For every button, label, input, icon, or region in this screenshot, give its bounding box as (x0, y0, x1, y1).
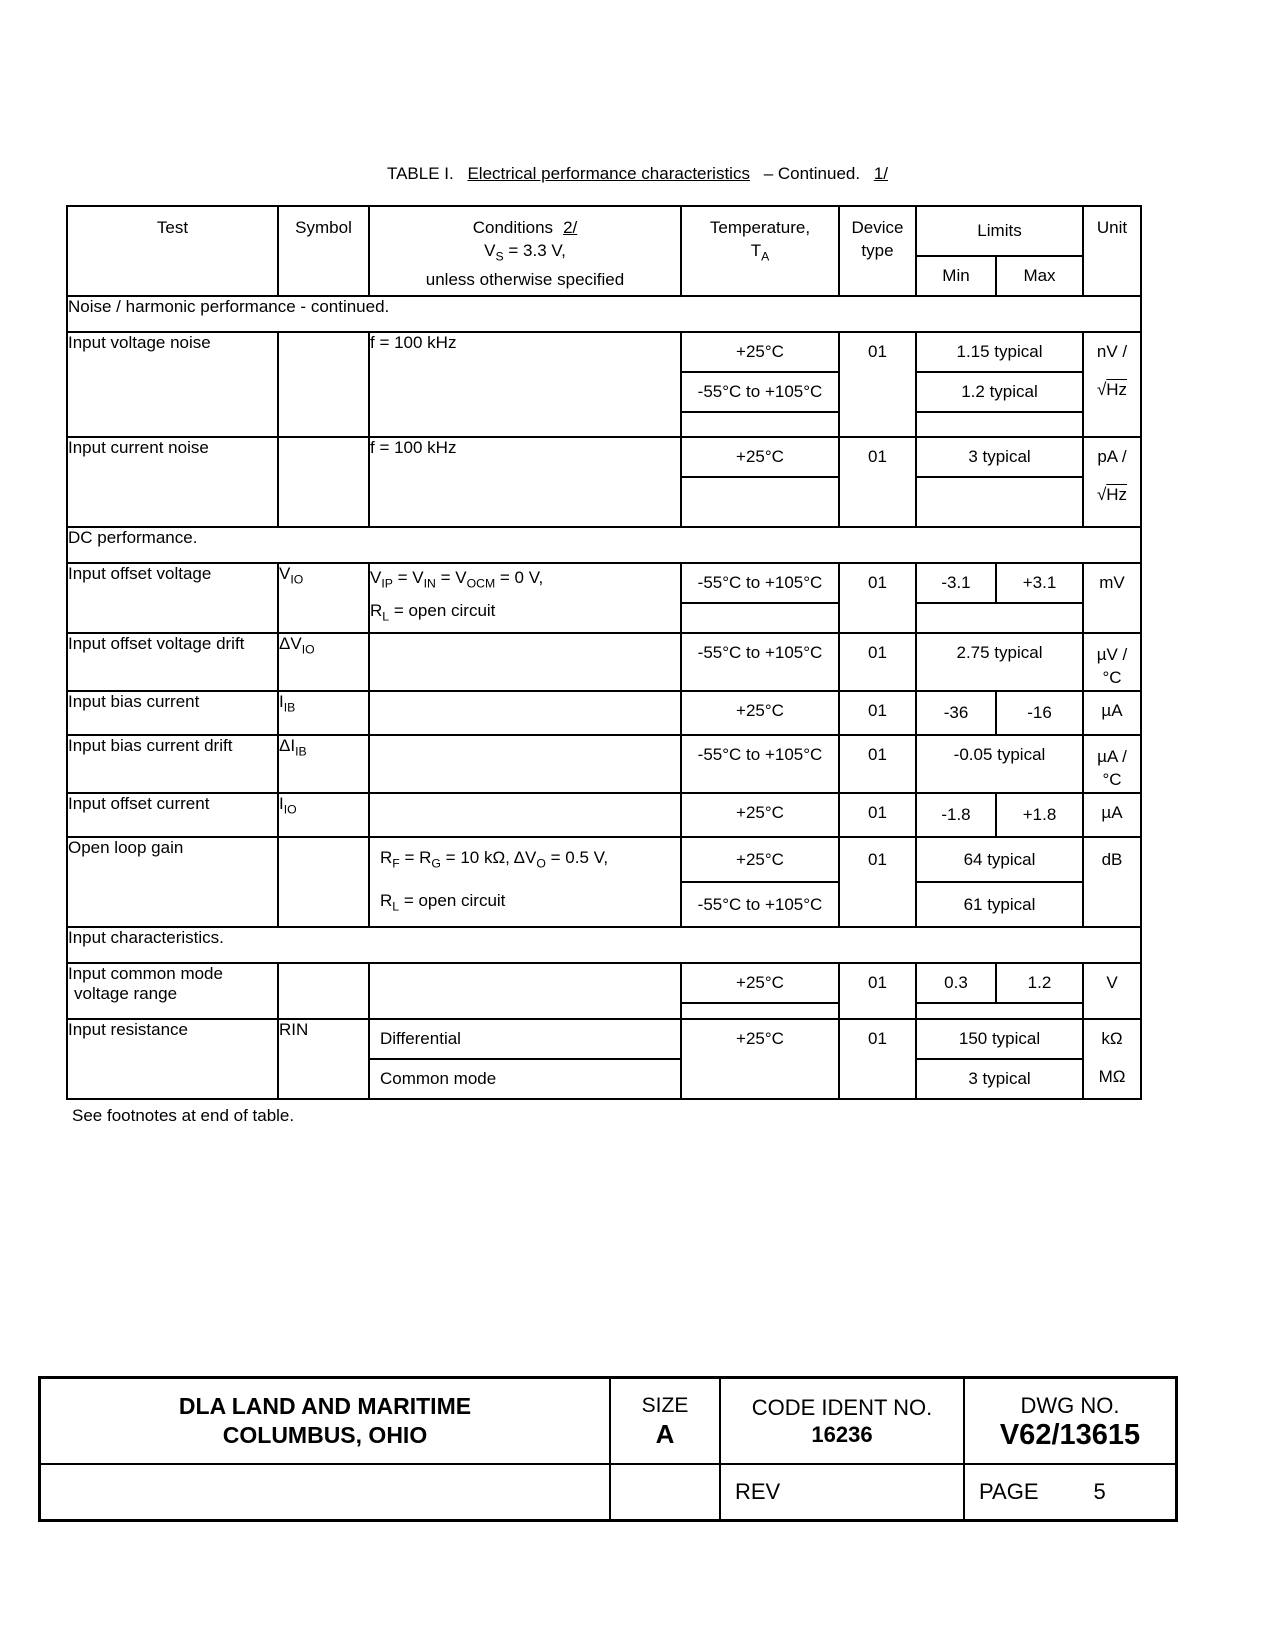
cell-conditions (369, 633, 681, 691)
condition-text: $R_L$ = open circuit (380, 891, 506, 914)
cell-conditions (369, 735, 681, 793)
limit-max: +1.8 (1022, 805, 1057, 824)
device-type-value: 01 (868, 849, 887, 869)
cell-limits (916, 735, 1083, 793)
limit-max: 1.2 (1027, 973, 1052, 992)
limit-value: 3 typical (968, 1069, 1031, 1088)
unit-sqrt (1084, 371, 1140, 409)
footnote-text: See footnotes at end of table. (72, 1106, 295, 1125)
condition-line: Differential (370, 1020, 680, 1060)
row-input-resistance (67, 1019, 1141, 1099)
header-unit (1083, 206, 1141, 296)
unit-denominator: °C (1102, 668, 1122, 687)
row-input-common-mode-voltage-range (67, 963, 1141, 1019)
cell-limits (916, 691, 1083, 735)
cell-unit (1083, 633, 1141, 691)
row-input-bias-current-drift (67, 735, 1141, 793)
limit-min: -1.8 (917, 794, 997, 836)
cell-temperature (681, 563, 839, 633)
limit-value: 150 typical (917, 1020, 1082, 1060)
title-block (38, 1376, 1178, 1522)
unit-numerator: nV / (1096, 342, 1128, 361)
cell-limits (916, 793, 1083, 837)
unit-denominator: °C (1102, 770, 1122, 789)
cell-conditions: f = 100 kHz (369, 332, 681, 437)
sqrt-argument: Hz (1106, 485, 1128, 504)
header-temperature-line1: Temperature, (709, 218, 811, 237)
header-conditions-line1 (370, 216, 680, 239)
limit-max: -16 (1027, 703, 1052, 722)
dwg-no-cell (963, 1379, 1175, 1463)
cell-test: Input voltage noise (67, 332, 278, 437)
cell-unit (1083, 735, 1141, 793)
org-name-cell (41, 1379, 609, 1463)
limit-value: 1.15 typical (917, 333, 1082, 373)
temperature-value: +25°C (682, 438, 838, 478)
cell-conditions (369, 837, 681, 927)
cell-unit (1083, 793, 1141, 837)
header-limits-min: Min (917, 257, 997, 295)
device-type-value: 01 (868, 447, 887, 466)
cell-symbol: $\Delta I_{IB}$ (278, 735, 369, 793)
header-conditions-line2: $V_S = 3.3$ V, (484, 241, 566, 264)
cell-device-type (839, 437, 916, 527)
cell-symbol: $I_{IB}$ (278, 691, 369, 735)
temperature-value: +25°C (736, 803, 784, 822)
unit-numerator: pA / (1097, 447, 1127, 466)
cell-limits (916, 332, 1083, 437)
title-block-row1 (41, 1379, 1175, 1463)
unit-fraction (1084, 634, 1140, 689)
device-type-value: 01 (868, 803, 887, 822)
rev-label: REV (735, 1479, 781, 1504)
cell-temperature (681, 963, 839, 1019)
code-ident-label: CODE IDENT NO. (751, 1394, 933, 1420)
unit-sqrt (1084, 476, 1140, 514)
condition-line (370, 838, 680, 881)
cell-limits (916, 963, 1083, 1019)
cell-unit (1083, 1019, 1141, 1099)
rev-block-empty-cell (41, 1465, 609, 1519)
cell-unit (1083, 437, 1141, 527)
limit-value: 1.2 typical (917, 373, 1082, 413)
unit-value: MΩ (1098, 1067, 1126, 1086)
device-type-value: 01 (868, 973, 887, 992)
cell-conditions (369, 1019, 681, 1099)
temperature-value: +25°C (682, 333, 838, 373)
limit-min: -3.1 (917, 564, 997, 602)
header-limits (916, 206, 1083, 296)
cell-test (67, 963, 278, 1019)
row-open-loop-gain (67, 837, 1141, 927)
temperature-value: -55°C to +105°C (697, 745, 823, 764)
cell-test: Input offset current (67, 793, 278, 837)
row-input-voltage-noise (67, 332, 1141, 437)
unit-value: V (1106, 973, 1118, 992)
test-line: Input common mode (68, 964, 223, 983)
header-temperature-line2: $T_A$ (750, 241, 770, 264)
dwg-no-value: V62/13615 (999, 1418, 1141, 1451)
cell-device-type (839, 563, 916, 633)
org-name-line2: COLUMBUS, OHIO (222, 1422, 428, 1448)
cell-temperature (681, 1019, 839, 1099)
header-conditions-footnote-ref: 2/ (563, 218, 578, 237)
rev-cell (719, 1465, 963, 1519)
limit-value: 64 typical (917, 838, 1082, 883)
cell-conditions (369, 793, 681, 837)
cell-limits (916, 633, 1083, 691)
unit-value: kΩ (1101, 1029, 1123, 1048)
table-title-footnote-ref: 1/ (873, 164, 889, 183)
cell-test: Open loop gain (67, 837, 278, 927)
cell-temperature (681, 691, 839, 735)
code-ident-cell (719, 1379, 963, 1463)
electrical-characteristics-table (66, 205, 1142, 1100)
limit-min: 0.3 (917, 964, 997, 1002)
section-row-noise (67, 296, 1141, 332)
condition-line: $V_{IP} = V_{IN} = V_{OCM} = 0$ V, (370, 568, 544, 591)
cell-limits (916, 1019, 1083, 1099)
section-row-dc (67, 527, 1141, 563)
row-input-offset-current (67, 793, 1141, 837)
section-label: DC performance. (67, 527, 1141, 563)
limit-value: 2.75 typical (956, 643, 1043, 662)
cell-unit (1083, 963, 1141, 1019)
cell-temperature (681, 793, 839, 837)
limit-minmax (917, 794, 1082, 836)
size-cell (609, 1379, 719, 1463)
cell-symbol (278, 332, 369, 437)
table-title-continued: – Continued. (763, 164, 861, 183)
org-name-line1: DLA LAND AND MARITIME (178, 1393, 472, 1419)
cell-unit (1083, 563, 1141, 633)
unit-value: mV (1099, 573, 1125, 592)
header-limits-minmax (917, 257, 1082, 295)
cell-test: Input bias current (67, 691, 278, 735)
temperature-value: +25°C (736, 1029, 784, 1048)
device-type-value: 01 (868, 342, 887, 361)
unit-numerator: µA / (1097, 747, 1127, 766)
cell-temperature (681, 332, 839, 437)
cell-conditions (369, 963, 681, 1019)
header-symbol-label: Symbol (295, 218, 352, 237)
device-type-value: 01 (868, 573, 887, 592)
table-title-name: Electrical performance characteristics (467, 164, 750, 183)
device-type-value: 01 (868, 745, 887, 764)
limit-min: -36 (917, 692, 997, 734)
header-test-label: Test (156, 218, 189, 237)
row-input-offset-voltage-drift (67, 633, 1141, 691)
radical-sign: √ (1096, 485, 1107, 504)
cell-conditions (369, 563, 681, 633)
cell-temperature (681, 837, 839, 927)
cell-limits (916, 837, 1083, 927)
cell-symbol: $V_{IO}$ (278, 563, 369, 633)
size-empty-cell (609, 1465, 719, 1519)
condition-line: Common mode (380, 1069, 497, 1088)
cell-device-type (839, 793, 916, 837)
code-ident-value: 16236 (811, 1421, 873, 1447)
header-temperature (681, 206, 839, 296)
section-row-input-characteristics (67, 927, 1141, 963)
header-conditions-label: Conditions (472, 218, 554, 237)
cell-conditions (369, 691, 681, 735)
header-device-line1: Device (851, 218, 904, 237)
condition-text: $R_F = R_G = 10$ kΩ, $\Delta V_O = 0.5$ V, (380, 848, 609, 871)
size-label: SIZE (641, 1394, 689, 1417)
page-cell (963, 1465, 1175, 1519)
header-conditions (369, 206, 681, 296)
cell-symbol (278, 963, 369, 1019)
cell-temperature (681, 735, 839, 793)
limit-value: 61 typical (963, 894, 1036, 914)
dwg-no-label: DWG NO. (1020, 1392, 1120, 1418)
row-input-bias-current (67, 691, 1141, 735)
section-label: Input characteristics. (67, 927, 1141, 963)
header-test (67, 206, 278, 296)
cell-test: Input offset voltage drift (67, 633, 278, 691)
header-device-line2: type (861, 241, 894, 260)
limit-minmax (917, 564, 1082, 604)
header-temperature-lines (682, 207, 838, 268)
cell-test: Input offset voltage (67, 563, 278, 633)
temperature-value: -55°C to +105°C (682, 564, 838, 604)
cell-conditions: f = 100 kHz (369, 437, 681, 527)
temperature-value: +25°C (736, 701, 784, 720)
cell-unit (1083, 332, 1141, 437)
header-conditions-line3: unless otherwise specified (425, 270, 625, 290)
unit-value: µA (1101, 803, 1123, 822)
section-label: Noise / harmonic performance - continued. (67, 296, 1141, 332)
header-limits-label: Limits (917, 207, 1082, 257)
limit-value: -0.05 typical (953, 745, 1046, 764)
row-input-current-noise (67, 437, 1141, 527)
unit-value: dB (1101, 849, 1123, 869)
sqrt-argument: Hz (1106, 380, 1128, 399)
header-symbol (278, 206, 369, 296)
temperature-value: +25°C (682, 838, 838, 883)
unit-numerator: µV / (1096, 645, 1128, 664)
cell-device-type (839, 633, 916, 691)
cell-limits (916, 563, 1083, 633)
device-type-value: 01 (868, 701, 887, 720)
cell-unit (1083, 837, 1141, 927)
unit-value: µA (1101, 701, 1123, 720)
cell-temperature (681, 437, 839, 527)
limit-minmax (917, 692, 1082, 734)
cell-device-type (839, 332, 916, 437)
cell-device-type (839, 691, 916, 735)
table-title-prefix: TABLE I. (386, 164, 454, 183)
limit-max: +3.1 (1022, 573, 1057, 592)
header-limits-max: Max (1023, 266, 1056, 285)
cell-test: Input current noise (67, 437, 278, 527)
test-line: voltage range (74, 984, 178, 1003)
header-device-type (839, 206, 916, 296)
row-input-offset-voltage (67, 563, 1141, 633)
cell-unit (1083, 691, 1141, 735)
cell-test: Input bias current drift (67, 735, 278, 793)
limit-value: 3 typical (917, 438, 1082, 478)
page-label: PAGE (979, 1479, 1039, 1504)
temperature-value: +25°C (682, 964, 838, 1004)
device-type-value: 01 (868, 643, 887, 662)
temperature-value: -55°C to +105°C (697, 894, 823, 914)
cell-device-type (839, 963, 916, 1019)
size-value: A (655, 1419, 675, 1449)
table-title (0, 164, 1275, 184)
cell-temperature (681, 633, 839, 691)
header-conditions-lines (370, 207, 680, 291)
cell-symbol: $I_{IO}$ (278, 793, 369, 837)
cell-test: Input resistance (67, 1019, 278, 1099)
header-device-lines (840, 207, 915, 262)
unit-fraction (1084, 736, 1140, 791)
cell-limits (916, 437, 1083, 527)
limit-minmax (917, 964, 1082, 1004)
cell-symbol: $\Delta V_{IO}$ (278, 633, 369, 691)
header-unit-label: Unit (1096, 218, 1128, 237)
table-header-row (67, 206, 1141, 296)
cell-device-type (839, 1019, 916, 1099)
page-number: 5 (1093, 1479, 1106, 1504)
condition-line: $R_L$ = open circuit (370, 601, 496, 624)
cell-device-type (839, 837, 916, 927)
condition-line (370, 881, 680, 924)
title-block-row2 (41, 1463, 1175, 1519)
device-type-value: 01 (868, 1029, 887, 1048)
temperature-value: -55°C to +105°C (697, 643, 823, 662)
cell-symbol (278, 837, 369, 927)
cell-device-type (839, 735, 916, 793)
temperature-value: -55°C to +105°C (682, 373, 838, 413)
cell-symbol (278, 437, 369, 527)
cell-symbol: RIN (278, 1019, 369, 1099)
radical-sign: √ (1096, 380, 1107, 399)
